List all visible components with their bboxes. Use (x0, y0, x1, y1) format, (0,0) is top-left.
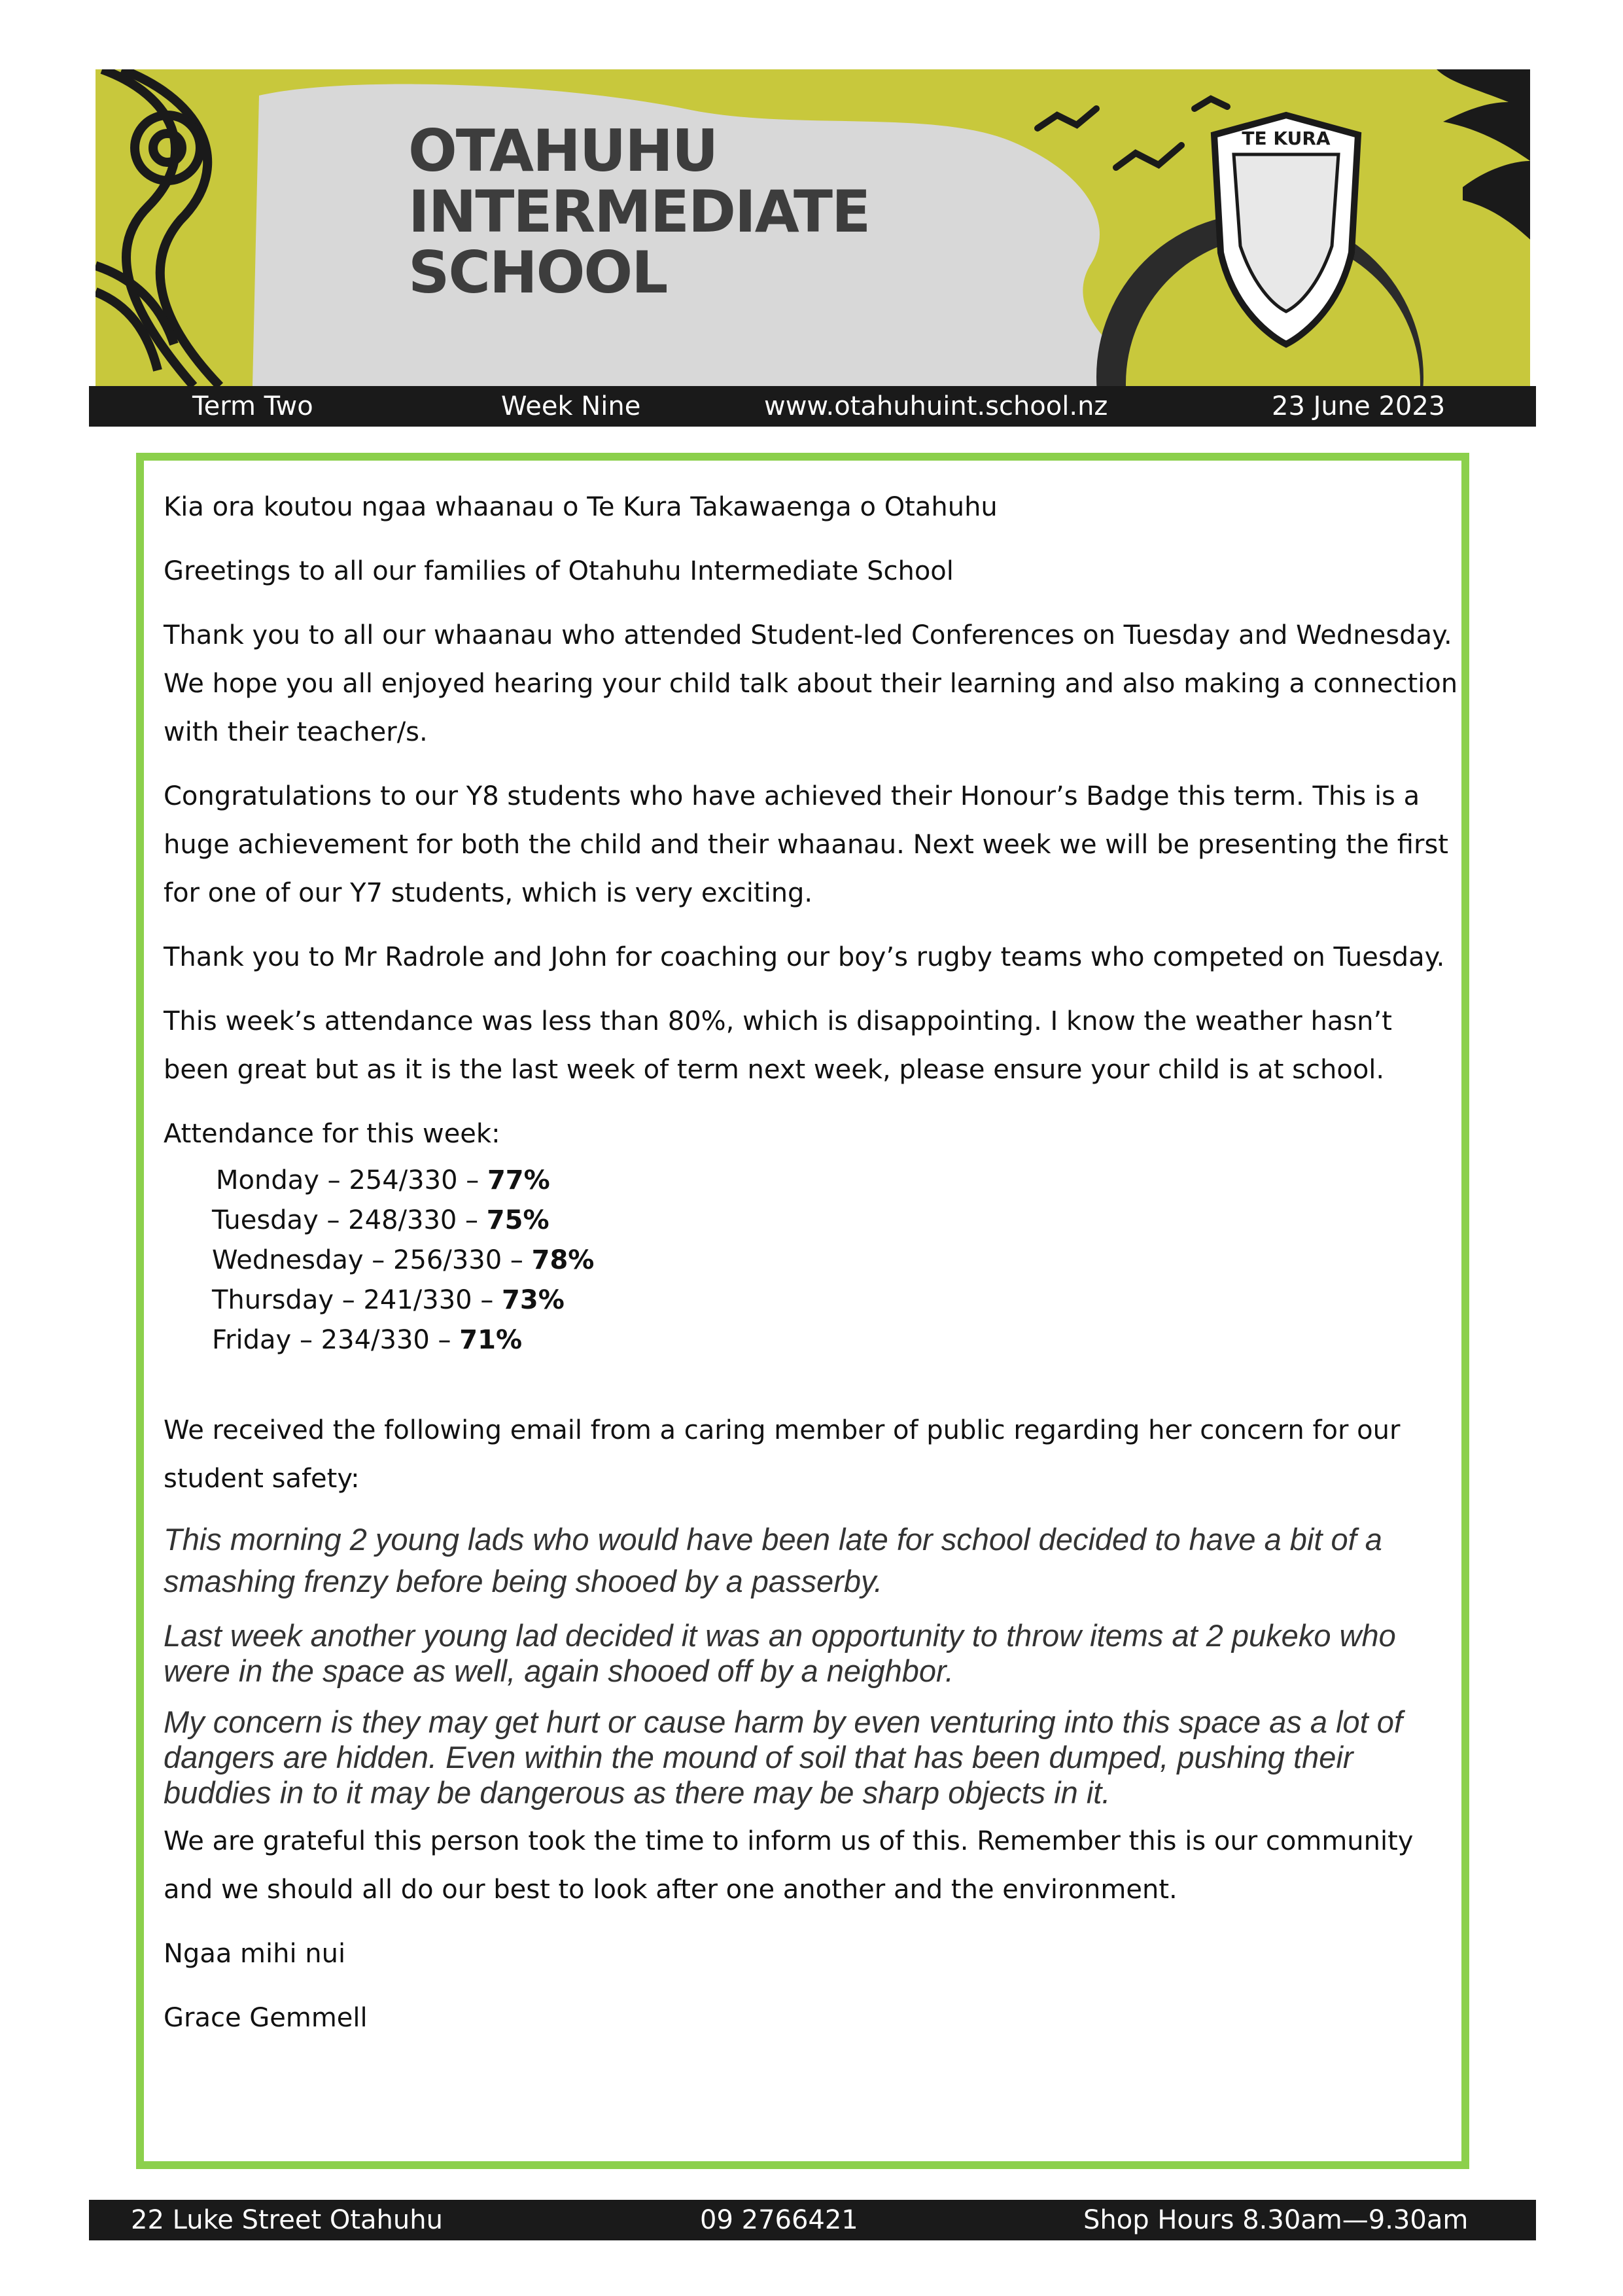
issue-date: 23 June 2023 (1272, 391, 1446, 421)
crest-text-top: TE KURA (1242, 128, 1331, 149)
footer-shop-hours: Shop Hours 8.30am—9.30am (1083, 2205, 1469, 2235)
attendance-row-thursday: Thursday – 241/330 – 73% (212, 1285, 565, 1315)
greeting-english: Greetings to all our families of Otahuhu Intermediate School (164, 556, 954, 586)
attendance-percent: 71% (459, 1325, 523, 1355)
masthead-banner (96, 69, 1530, 386)
greeting-maori: Kia ora koutou ngaa whaanau o Te Kura Takawaenga o Otahuhu (164, 492, 998, 522)
signature-name: Grace Gemmell (164, 2003, 368, 2033)
email-quote-1: This morning 2 young lads who would have been late for school decided to have a bit of a smashing frenzy before being shooed by a passerby. (164, 1522, 1382, 1598)
tree-silhouette-art (1437, 69, 1530, 239)
frigate-birds-art (1038, 99, 1227, 168)
attendance-heading: Attendance for this week: (164, 1119, 500, 1149)
signoff: Ngaa mihi nui (164, 1939, 346, 1969)
koru-pattern-art (96, 69, 220, 386)
footer-phone: 09 2766421 (700, 2205, 858, 2235)
footer-address: 22 Luke Street Otahuhu (131, 2205, 443, 2235)
term-label: Term Two (192, 391, 313, 421)
paragraph-rugby: Thank you to Mr Radrole and John for coaching our boy’s rugby teams who competed on Tuesday. (164, 942, 1445, 972)
attendance-percent: 75% (486, 1205, 550, 1235)
paragraph-email-intro: We received the following email from a caring member of public regarding her concern for our student safety: (164, 1415, 1401, 1494)
paragraph-honours-badge: Congratulations to our Y8 students who have achieved their Honour’s Badge this term. This is a huge achievement for both the child and their whaanau. Next week we will be presenting the first for one of our Y7 students, which is very exciting. (164, 781, 1448, 908)
attendance-percent: 77% (487, 1165, 550, 1195)
school-name: OTAHUHU INTERMEDIATE SCHOOL (408, 117, 870, 306)
paragraph-conferences: Thank you to all our whaanau who attended Student-led Conferences on Tuesday and Wednesday. We hope you all enjoyed hearing your child talk about their learning and also making a connection with their teacher/s. (164, 620, 1458, 747)
attendance-percent: 78% (531, 1245, 595, 1275)
paragraph-attendance-note: This week’s attendance was less than 80%, which is disappointing. I know the weather hasn’t been great but as it is the last week of term next week, please ensure your child is at school. (164, 1006, 1392, 1085)
footer-bar (89, 2200, 1536, 2240)
website-link[interactable]: www.otahuhuint.school.nz (764, 391, 1108, 421)
letter-body (164, 483, 1459, 2058)
week-label: Week Nine (501, 391, 641, 421)
attendance-list (164, 1161, 1459, 1360)
attendance-row-friday: Friday – 234/330 – 71% (212, 1325, 523, 1355)
paragraph-community: We are grateful this person took the time to inform us of this. Remember this is our community and we should all do our best to look after one another and the environment. (164, 1826, 1414, 1905)
email-quote-3: My concern is they may get hurt or cause harm by even venturing into this space as a lot of dangers are hidden. Even within the mound of soil that has been dumped, pushing their buddies in to it may be dangerous as there may be sharp objects in it. (164, 1704, 1403, 1810)
attendance-percent: 73% (502, 1285, 565, 1315)
email-quote-2: Last week another young lad decided it was an opportunity to throw items at 2 pukeko who were in the space as well, again shooed off by a neighbor. (164, 1618, 1396, 1688)
attendance-row-tuesday: Tuesday – 248/330 – 75% (212, 1205, 550, 1235)
attendance-row-monday: Monday – 254/330 – 77% (216, 1165, 550, 1195)
attendance-row-wednesday: Wednesday – 256/330 – 78% (212, 1245, 595, 1275)
info-bar (89, 386, 1536, 427)
newsletter-frame (136, 453, 1469, 2169)
